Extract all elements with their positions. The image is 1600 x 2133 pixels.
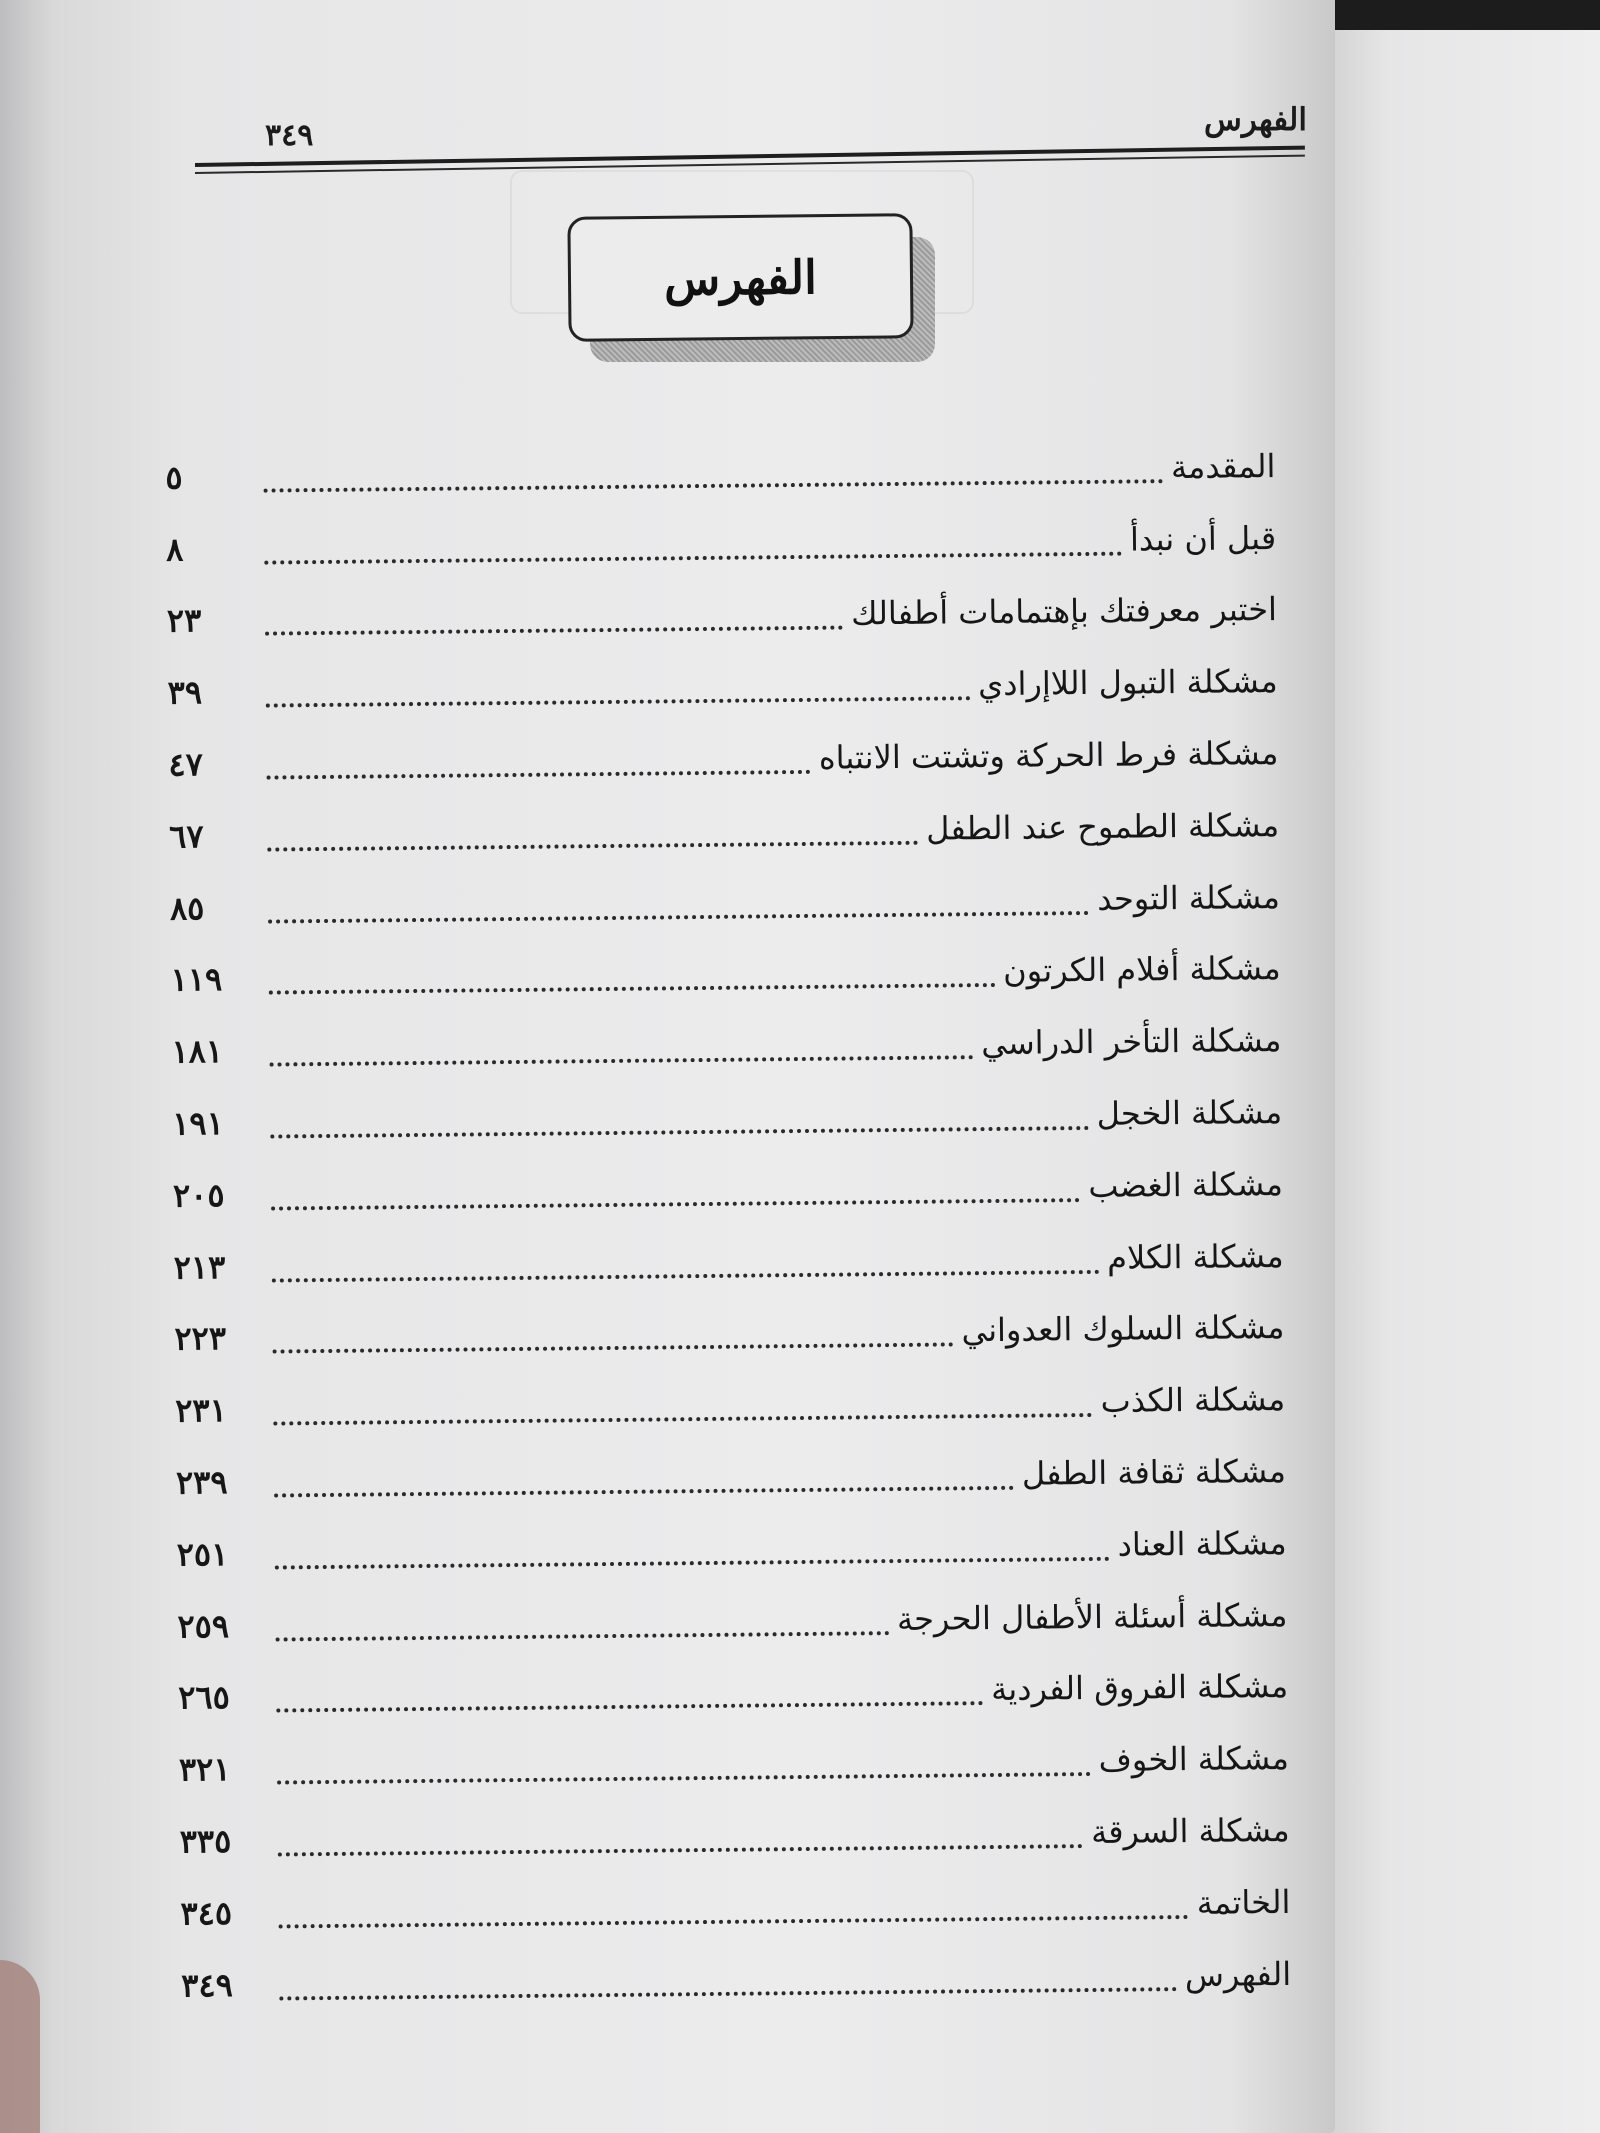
toc-leader-dots <box>267 841 918 852</box>
toc-entry-title: مشكلة الخوف <box>1098 1739 1290 1780</box>
toc-entry <box>173 1220 1284 1303</box>
toc-entry-title: مشكلة أسئلة الأطفال الحرجة <box>896 1595 1288 1638</box>
toc-entry-page: ٢١٣ <box>173 1247 226 1287</box>
toc-entry <box>171 1004 1282 1087</box>
toc-entry-title: الفهرس <box>1184 1954 1292 1994</box>
toc-entry <box>178 1650 1289 1733</box>
toc-entry-page: ٢٣١ <box>175 1391 227 1430</box>
toc-entry <box>180 1866 1291 1949</box>
toc-leader-dots <box>273 1413 1092 1426</box>
toc-leader-dots <box>269 983 996 995</box>
toc-entry <box>179 1722 1290 1805</box>
toc-entry-title: مشكلة الغضب <box>1088 1164 1284 1205</box>
toc-entry-title: مشكلة الكذب <box>1100 1380 1286 1421</box>
toc-entry-page: ٣٤٥ <box>180 1893 233 1933</box>
toc-entry <box>181 1938 1292 2021</box>
toc-leader-dots <box>276 1701 983 1712</box>
toc-entry-page: ٢٥٩ <box>177 1606 230 1646</box>
toc-entry-title: مشكلة الطموح عند الطفل <box>925 805 1280 848</box>
toc-entry <box>173 1148 1284 1231</box>
toc-leader-dots <box>265 626 843 636</box>
toc-entry <box>179 1794 1290 1877</box>
toc-entry-page: ٥ <box>165 458 183 497</box>
toc-entry-title: قبل أن نبدأ <box>1129 518 1277 559</box>
toc-entry-title: مشكلة السلوك العدواني <box>961 1308 1285 1350</box>
toc-entry-page: ٢٠٥ <box>172 1175 225 1215</box>
toc-entry-title: مشكلة ثقافة الطفل <box>1021 1451 1287 1493</box>
toc-entry-page: ١٩١ <box>172 1104 224 1143</box>
toc-entry-title: مشكلة فرط الحركة وتشتت الانتباه <box>818 734 1279 777</box>
toc-entry-page: ٢٢٣ <box>174 1319 227 1359</box>
toc-leader-dots <box>276 1631 890 1641</box>
toc-entry <box>170 861 1281 944</box>
toc-entry-title: اختبر معرفتك بإهتمامات أطفالك <box>850 590 1278 633</box>
toc-entry-title: الخاتمة <box>1196 1882 1291 1922</box>
toc-entry <box>167 645 1278 728</box>
toc-leader-dots <box>279 1987 1177 2000</box>
toc-entry-page: ٣٢١ <box>178 1750 231 1789</box>
toc-leader-dots <box>266 696 971 707</box>
toc-entry-page: ١٨١ <box>171 1032 224 1071</box>
toc-entry-title: مشكلة أفلام الكرتون <box>1003 949 1281 991</box>
toc-entry-title: المقدمة <box>1170 446 1276 486</box>
toc-entry-title: مشكلة العناد <box>1117 1523 1287 1564</box>
thumb-shadow <box>0 1960 40 2133</box>
toc-entry-page: ٢٣ <box>166 601 202 641</box>
toc-leader-dots <box>277 1772 1091 1785</box>
toc-entry <box>169 789 1280 872</box>
toc-entry-page: ٢٥١ <box>176 1534 229 1574</box>
toc-leader-dots <box>270 1055 974 1066</box>
table-of-contents <box>165 430 1291 2021</box>
toc-entry-title: مشكلة الفروق الفردية <box>990 1667 1289 1709</box>
toc-entry-title: مشكلة الخجل <box>1096 1093 1283 1133</box>
toc-entry <box>166 502 1277 585</box>
toc-entry-page: ٨ <box>165 530 184 569</box>
toc-entry-page: ٢٦٥ <box>178 1678 230 1717</box>
page-title: الفهرس <box>663 249 818 306</box>
toc-leader-dots <box>267 770 811 780</box>
toc-entry <box>176 1435 1287 1518</box>
toc-entry-title: مشكلة الكلام <box>1106 1236 1284 1277</box>
toc-leader-dots <box>275 1557 1110 1570</box>
toc-leader-dots <box>273 1343 954 1354</box>
toc-entry-title: مشكلة التوحد <box>1097 877 1281 918</box>
toc-leader-dots <box>268 911 1089 924</box>
header-page-number: ٣٤٩ <box>265 118 314 153</box>
toc-entry-title: مشكلة التبول اللاإرادي <box>977 662 1278 704</box>
toc-leader-dots <box>279 1915 1189 1929</box>
toc-entry-title: مشكلة التأخر الدراسي <box>981 1021 1282 1063</box>
toc-leader-dots <box>278 1844 1083 1856</box>
toc-entry <box>177 1579 1288 1662</box>
toc-entry-page: ٣٩ <box>167 673 203 712</box>
toc-leader-dots <box>272 1269 1099 1282</box>
header-running-title: الفهرس <box>1204 102 1307 138</box>
toc-entry <box>175 1363 1286 1446</box>
toc-entry-page: ٨٥ <box>169 888 205 928</box>
toc-leader-dots <box>264 479 1164 492</box>
toc-entry-page: ٦٧ <box>168 817 204 856</box>
toc-entry <box>174 1292 1285 1375</box>
toc-leader-dots <box>271 1198 1080 1210</box>
toc-entry-page: ٤٧ <box>168 745 204 784</box>
toc-entry <box>168 717 1279 800</box>
toc-entry <box>176 1507 1287 1590</box>
toc-entry <box>170 933 1281 1016</box>
toc-entry-title: مشكلة السرقة <box>1090 1810 1290 1852</box>
toc-entry-page: ٣٤٩ <box>181 1965 233 2005</box>
toc-leader-dots <box>270 1126 1089 1139</box>
toc-entry-page: ٢٣٩ <box>175 1463 228 1502</box>
next-page-edge <box>1318 30 1600 2133</box>
toc-entry <box>172 1076 1283 1159</box>
toc-entry-page: ١١٩ <box>170 960 223 1000</box>
title-box <box>567 213 913 342</box>
toc-entry-page: ٣٣٥ <box>179 1822 232 1861</box>
toc-entry <box>165 430 1276 513</box>
toc-leader-dots <box>274 1486 1014 1498</box>
toc-entry <box>167 574 1278 657</box>
toc-leader-dots <box>264 551 1122 564</box>
